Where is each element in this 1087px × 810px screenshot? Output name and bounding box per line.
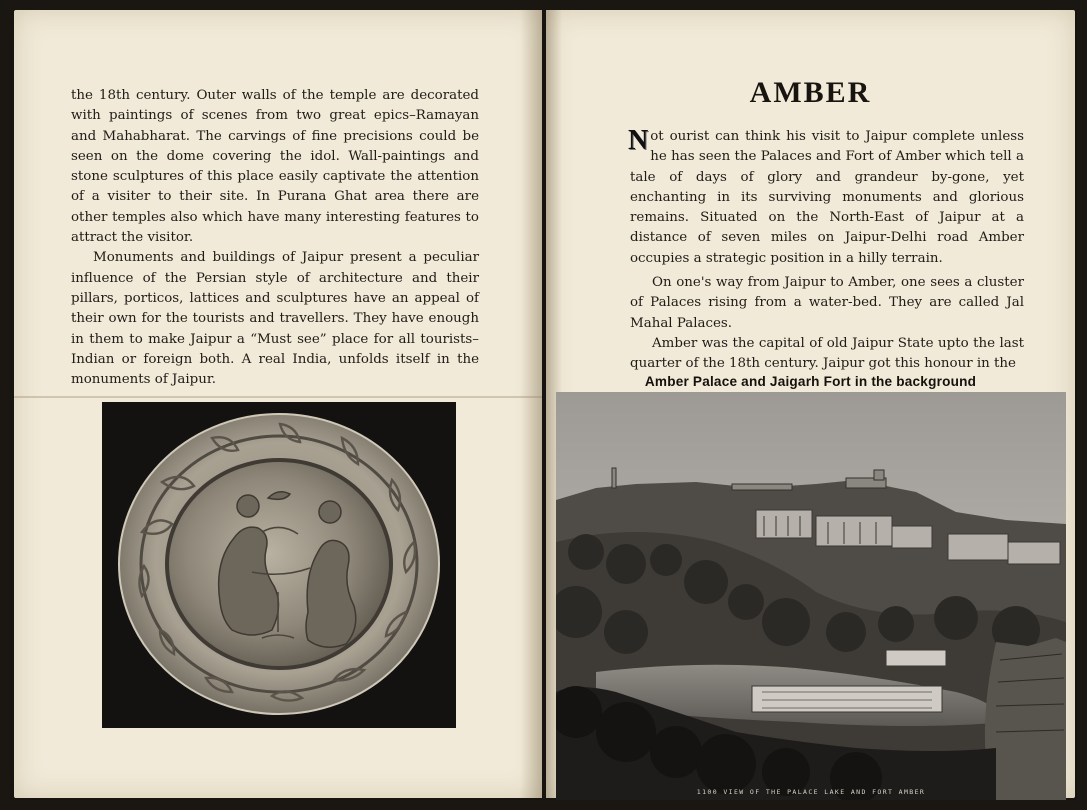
drop-cap: N — [628, 125, 649, 156]
left-page-text — [71, 86, 479, 390]
right-page — [546, 10, 1075, 798]
engraved-plate-image — [102, 402, 456, 728]
amber-fort-photo — [556, 392, 1066, 800]
right-paragraph-2: On one's way from Jaipur to Amber, one sees a cluster of Palaces rising from a water-bed. They are called Jal Mahal Palaces. — [630, 275, 1024, 331]
right-paragraph-1 — [630, 127, 1024, 269]
right-paragraph-3: Amber was the capital of old Jaipur State upto the last quarter of the 18th century. Jaipur got this honour in the — [630, 335, 1024, 372]
left-paragraph-2: Monuments and buildings of Jaipur present a peculiar influence of the Persian style of architecture and their pillars, porticos, lattices and sculptures have an appeal of their own for the tourists and travellers. They have enough in them to make Jaipur a “Must see” place for all tourists–Indian or foreign both. A real India, unfolds itself in the monuments of Jaipur. — [71, 250, 479, 388]
photo-print-caption: 1100 VIEW OF THE PALACE LAKE AND FORT AMBER — [696, 788, 926, 796]
brass-plate-photo — [102, 402, 456, 728]
section-title: AMBER — [749, 76, 872, 109]
left-gutter-shadow — [520, 10, 542, 798]
left-paragraph-1: the 18th century. Outer walls of the temple are decorated with paintings of scenes from two great epics–Ramayan and Mahabharat. The carvings of fine precisions could be seen on the dome covering the idol. Wall-paintings and stone sculptures of this place easily captivate the attention of a visiter to their site. In Purana Ghat area there are other temples also which have many interesting features to attract the visitor. — [71, 88, 479, 246]
right-page-text — [630, 127, 1024, 375]
page-crease — [14, 396, 542, 398]
left-page — [14, 10, 542, 798]
booklet-spread — [10, 10, 1077, 800]
photo-caption: Amber Palace and Jaigarh Fort in the background — [644, 374, 977, 389]
landscape-image — [556, 392, 1066, 800]
right-paragraph-1-text: ot ourist can think his visit to Jaipur complete unless he has seen the Palaces and Fort of Amber which tell a tale of days of glory and grandeur by-gone, yet enchanting in its surviving monuments and glorious remains. Situated on the North-East of Jaipur at a distance of seven miles on Jaipur-Delhi road Amber occupies a strategic position in a hilly terrain. — [630, 129, 1024, 266]
